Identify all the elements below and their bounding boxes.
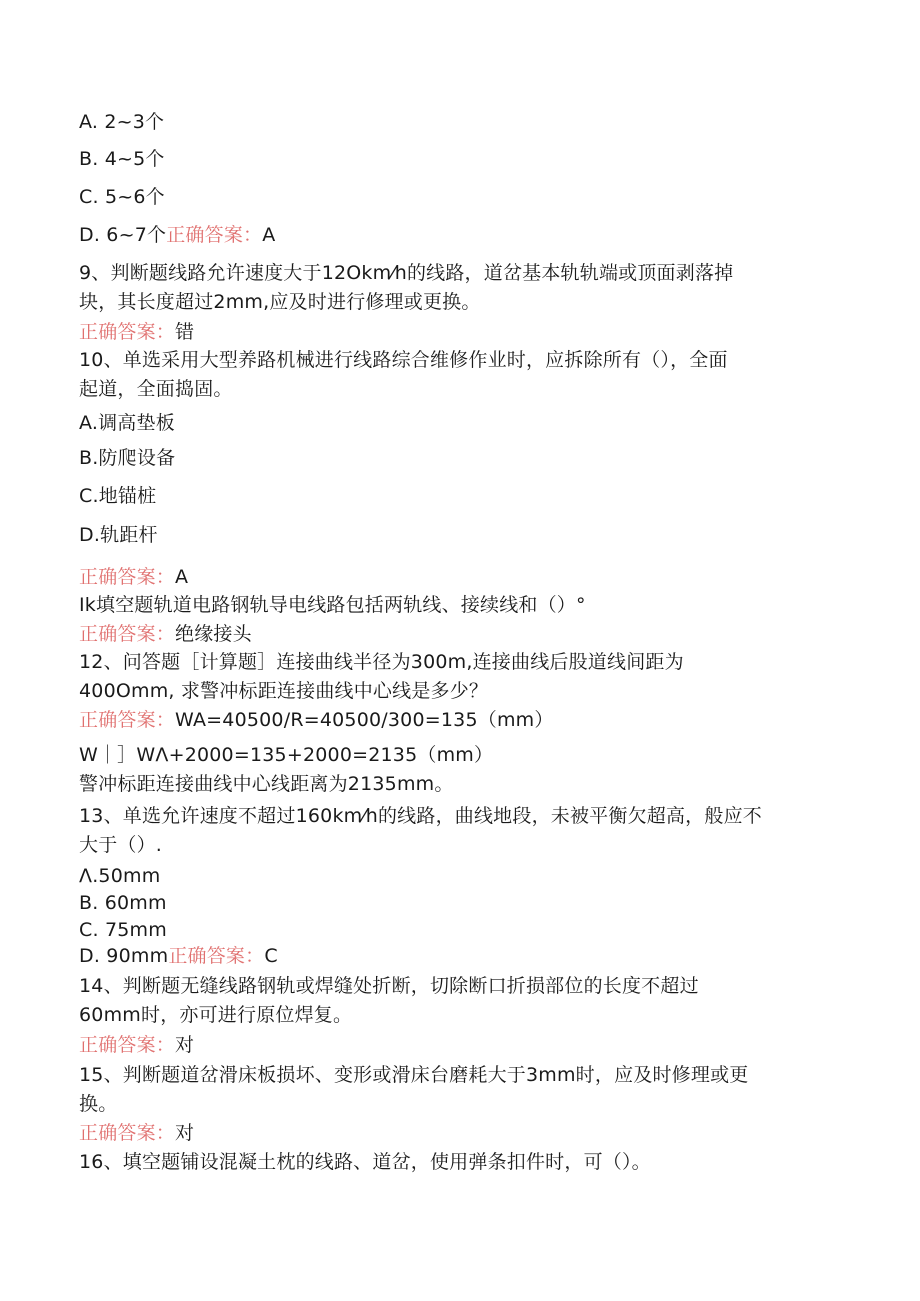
q8-option-d-with-answer bbox=[79, 223, 275, 247]
q12-answer-line3: 警冲标距连接曲线中心线距离为2135mm。 bbox=[79, 773, 454, 795]
q10-option-b: B.防爬设备 bbox=[79, 447, 176, 469]
q10-option-a: A.调高垫板 bbox=[79, 412, 175, 434]
q13-option-c: C. 75mm bbox=[79, 919, 167, 941]
q8-answer-label: 正确答案： bbox=[166, 224, 263, 246]
q14-answer-label: 正确答案： bbox=[79, 1034, 176, 1056]
q15-question-line1: 15、判断题道岔滑床板损坏、变形或滑床台磨耗大于3mm时，应及时修理或更 bbox=[79, 1064, 749, 1086]
q13-answer-value: C bbox=[264, 945, 278, 967]
q13-question-line1: 13、单选允许速度不超过160km⁄h的线路，曲线地段，未被平衡欠超高，般应不 bbox=[79, 805, 762, 827]
q14-question-line2: 60mm时，亦可进行原位焊复。 bbox=[79, 1004, 353, 1026]
q11-answer-value: 绝缘接头 bbox=[175, 623, 252, 645]
q12-answer-line2: W｜］WΛ+2000=135+2000=2135（mm） bbox=[79, 744, 494, 766]
q10-option-d: D.轨距杆 bbox=[79, 524, 158, 546]
q15-answer-value: 对 bbox=[175, 1122, 195, 1144]
q13-option-d-with-answer bbox=[79, 944, 278, 968]
q13-option-b: B. 60mm bbox=[79, 892, 167, 914]
q9-question-line2: 块，其长度超过2mm,应及时进行修理或更换。 bbox=[79, 291, 481, 313]
q13-option-d: D. 90mm bbox=[79, 945, 169, 967]
q16-question-line1: 16、填空题铺设混凝土枕的线路、道岔，使用弹条扣件时，可（）。 bbox=[79, 1151, 651, 1173]
q10-answer bbox=[79, 565, 188, 589]
q13-question-line2: 大于（）. bbox=[79, 834, 163, 856]
q11-answer bbox=[79, 622, 252, 646]
q11-question-line1: Ik填空题轨道电路钢轨导电线路包括两轨线、接续线和（）° bbox=[79, 594, 586, 616]
q15-question-line2: 换。 bbox=[79, 1093, 118, 1115]
q13-answer-label: 正确答案： bbox=[168, 945, 265, 967]
q15-answer bbox=[79, 1121, 194, 1145]
q14-answer-value: 对 bbox=[175, 1034, 195, 1056]
q10-answer-label: 正确答案： bbox=[79, 566, 176, 588]
q12-question-line1: 12、问答题［计算题］连接曲线半径为300m,连接曲线后股道线间距为 bbox=[79, 651, 684, 673]
q9-question-line1: 9、判断题线路允许速度大于12Okm⁄h的线路，道岔基本轨轨端或顶面剥落掉 bbox=[79, 262, 734, 284]
q12-answer-value: WA=40500/R=40500/300=135（mm） bbox=[175, 709, 554, 731]
q9-answer-value: 错 bbox=[175, 321, 195, 343]
q14-answer bbox=[79, 1033, 194, 1057]
q8-option-b: B. 4~5个 bbox=[79, 148, 165, 170]
q10-answer-value: A bbox=[175, 566, 189, 588]
q12-answer bbox=[79, 708, 554, 732]
q12-question-line2: 400Omm, 求警冲标距连接曲线中心线是多少？ bbox=[79, 680, 489, 702]
q12-answer-label: 正确答案： bbox=[79, 709, 176, 731]
q10-question-line2: 起道，全面捣固。 bbox=[79, 378, 233, 400]
q8-answer-value: A bbox=[262, 224, 276, 246]
q8-option-d: D. 6~7个 bbox=[79, 224, 167, 246]
q14-question-line1: 14、判断题无缝线路钢轨或焊缝处折断，切除断口折损部位的长度不超过 bbox=[79, 975, 699, 997]
q9-answer-label: 正确答案： bbox=[79, 321, 176, 343]
q8-option-c: C. 5~6个 bbox=[79, 186, 165, 208]
q9-answer bbox=[79, 320, 194, 344]
q11-answer-label: 正确答案： bbox=[79, 623, 176, 645]
q15-answer-label: 正确答案： bbox=[79, 1122, 176, 1144]
q8-option-a: A. 2~3个 bbox=[79, 111, 165, 133]
q13-option-a: Λ.50mm bbox=[79, 865, 161, 887]
q10-question-line1: 10、单选采用大型养路机械进行线路综合维修作业时，应拆除所有（），全面 bbox=[79, 349, 728, 371]
q10-option-c: C.地锚桩 bbox=[79, 485, 157, 507]
